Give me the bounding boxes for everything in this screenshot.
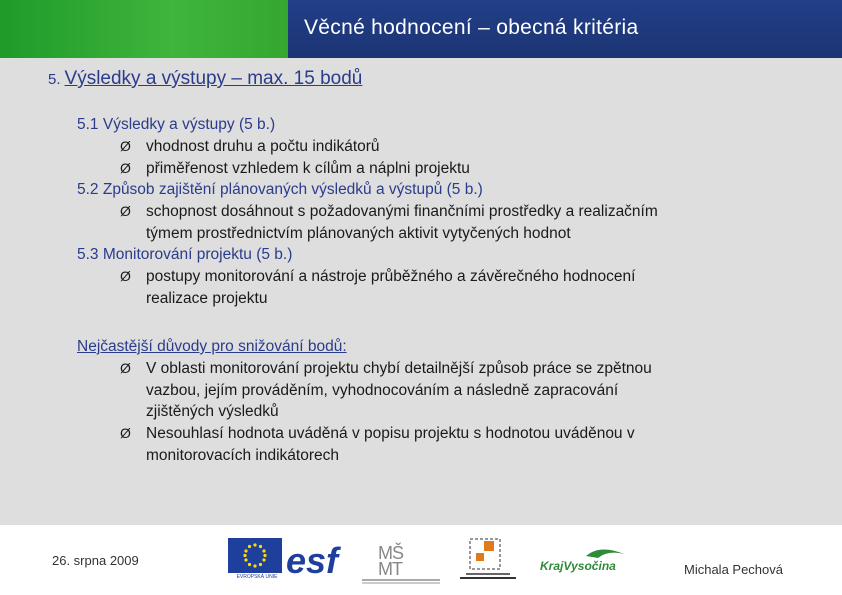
arrow-bullet-icon: Ø <box>120 425 131 441</box>
bullet-text-continuation: zjištěných výsledků <box>146 403 279 420</box>
bullet-text-continuation: realizace projektu <box>146 290 268 307</box>
bullet-text: Nesouhlasí hodnota uváděná v popisu projektu s hodnotou uváděnou v <box>146 425 635 442</box>
section-title <box>48 68 362 90</box>
bullet-text: postupy monitorování a nástroje průběžného a závěrečného hodnocení <box>146 268 636 285</box>
kraj-vysocina-logo <box>538 546 628 574</box>
header-green-band <box>0 0 288 58</box>
criterion-bullet <box>120 268 635 286</box>
bullet-text: vhodnost druhu a počtu indikátorů <box>146 138 380 155</box>
kraj-logo-text: KrajVysočina <box>540 559 616 573</box>
bullet-text: přiměřenost vzhledem k cílům a náplni projektu <box>146 160 470 177</box>
arrow-bullet-icon: Ø <box>120 360 131 376</box>
bullet-text: V oblasti monitorování projektu chybí detailnější způsob práce se zpětnou <box>146 360 652 377</box>
criterion-bullet <box>120 160 470 178</box>
criterion-bullet <box>120 203 658 221</box>
svg-text:Š: Š <box>392 543 405 563</box>
esf-logo: esf <box>286 540 339 581</box>
footer-date: 26. srpna 2009 <box>52 553 139 568</box>
criterion-heading-5-1: 5.1 Výsledky a výstupy (5 b.) <box>77 116 276 133</box>
slide-title: Věcné hodnocení – obecná kritéria <box>304 16 639 39</box>
footer-author: Michala Pechová <box>684 562 783 577</box>
reasons-heading: Nejčastější důvody pro snižování bodů: <box>77 338 347 355</box>
bullet-text-continuation: monitorovacích indikátorech <box>146 447 339 464</box>
arrow-bullet-icon: Ø <box>120 268 131 284</box>
arrow-bullet-icon: Ø <box>120 203 131 219</box>
slide-header <box>0 0 842 58</box>
criterion-bullet <box>120 138 380 156</box>
criterion-heading-5-3: 5.3 Monitorování projektu (5 b.) <box>77 246 293 263</box>
oplk-logo <box>458 537 518 583</box>
svg-text:T: T <box>392 559 403 579</box>
eu-flag-logo <box>228 538 282 573</box>
arrow-bullet-icon: Ø <box>120 160 131 176</box>
section-number: 5. <box>48 71 61 88</box>
section-title-text: Výsledky a výstupy – max. 15 bodů <box>64 68 363 89</box>
reason-bullet <box>120 425 635 443</box>
eu-caption: EVROPSKÁ UNIE <box>236 574 278 580</box>
svg-text:M: M <box>378 559 393 579</box>
msmt-logo <box>360 537 442 585</box>
reason-bullet <box>120 360 652 378</box>
svg-text:M: M <box>378 543 393 563</box>
criterion-heading-5-2: 5.2 Způsob zajištění plánovaných výsledků a výstupů (5 b.) <box>77 181 483 198</box>
bullet-text-continuation: týmem prostřednictvím plánovaných aktivit vytyčených hodnot <box>146 225 571 242</box>
arrow-bullet-icon: Ø <box>120 138 131 154</box>
bullet-text: schopnost dosáhnout s požadovanými finančními prostředky a realizačním <box>146 203 658 220</box>
bullet-text-continuation: vazbou, jejím prováděním, vyhodnocováním a následně zapracování <box>146 382 619 399</box>
